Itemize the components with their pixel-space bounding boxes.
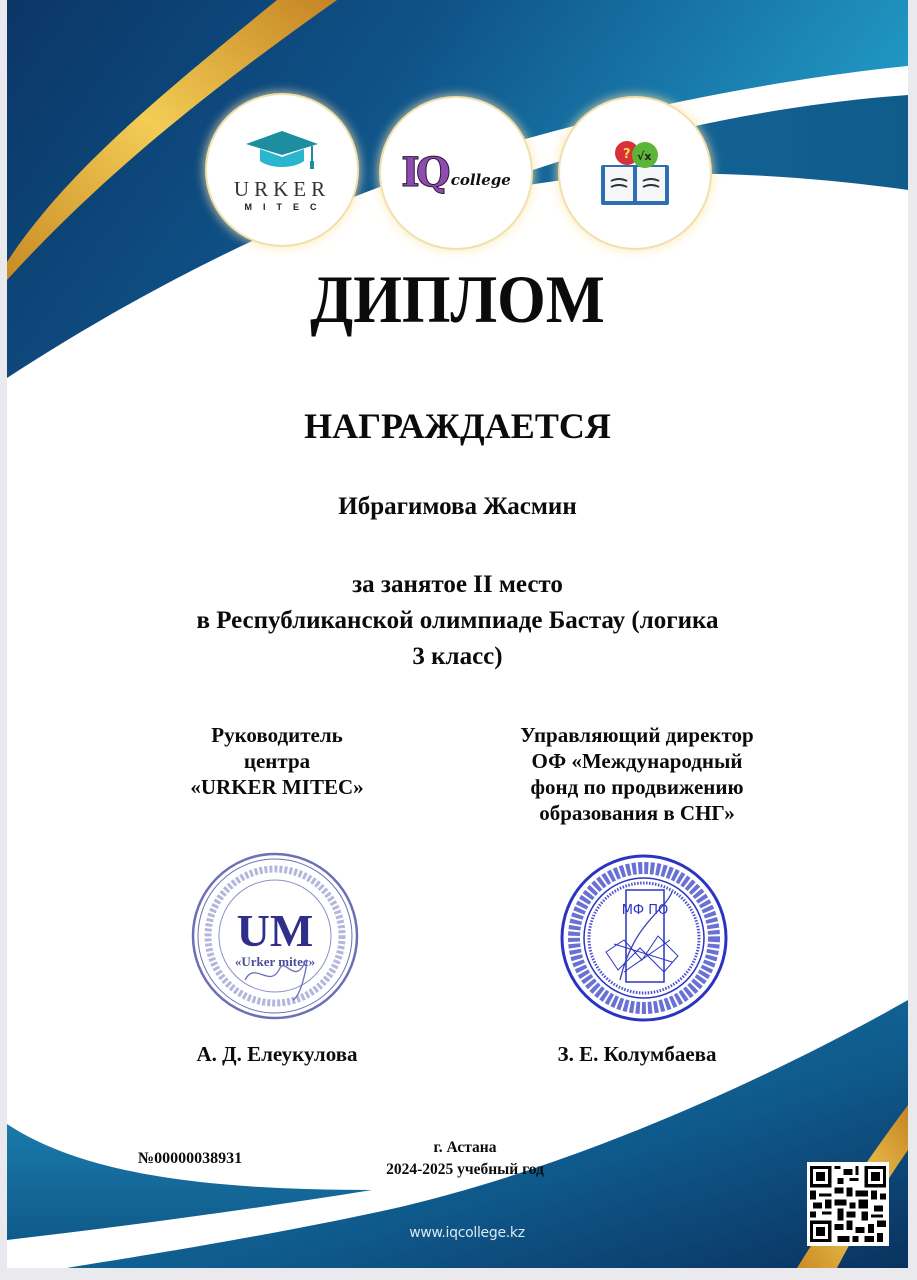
urker-logo-name: URKER — [233, 176, 331, 201]
title-line: центра — [243, 749, 311, 773]
urker-mitec-stamp — [185, 850, 365, 1022]
reason-line: за занятое II место — [352, 571, 563, 598]
title-line: ОФ «Международный — [531, 749, 743, 773]
academic-year: 2024-2025 учебный год — [386, 1161, 544, 1178]
open-book-with-speech-bubbles-icon — [595, 137, 675, 209]
right-signatory-title — [487, 722, 787, 826]
title-line: фонд по продвижению — [530, 775, 744, 799]
stamp-letters: МФ ПО — [621, 903, 669, 918]
awarded-label: НАГРАЖДАЕТСЯ — [304, 406, 611, 446]
diploma-title: ДИПЛОМ — [310, 261, 605, 337]
svg-text:√x: √x — [637, 150, 652, 163]
qr-code[interactable] — [807, 1162, 889, 1246]
urker-mitec-logo — [207, 95, 357, 245]
iq-college-logo — [381, 98, 531, 248]
diploma-page — [7, 0, 908, 1268]
title-line: «URKER MITEC» — [190, 775, 364, 799]
reason-line: 3 класс) — [412, 643, 503, 670]
place-and-year — [340, 1137, 590, 1181]
iq-logo-letters: IQ — [401, 149, 447, 196]
graduation-cap-icon — [244, 129, 320, 173]
olympiad-logo — [560, 98, 710, 248]
serial-number: №00000038931 — [138, 1150, 243, 1167]
qr-code-icon — [810, 1165, 886, 1243]
right-signer-name: З. Е. Колумбаева — [557, 1042, 717, 1066]
mfpo-stamp — [554, 852, 734, 1024]
recipient-name: Ибрагимова Жасмин — [338, 493, 577, 520]
left-signatory-title — [147, 722, 407, 800]
website-link[interactable]: www.iqcollege.kz — [409, 1225, 525, 1241]
stamp-subtext: «Urker mitec» — [234, 954, 316, 969]
title-line: Управляющий директор — [520, 723, 754, 747]
stamp-letters: UM — [236, 905, 314, 956]
award-reason — [7, 567, 908, 675]
left-signer-name: А. Д. Елеукулова — [196, 1042, 358, 1066]
svg-text:?: ? — [623, 147, 631, 162]
reason-line: в Республиканской олимпиаде Бастау (логика — [196, 607, 719, 634]
city: г. Астана — [433, 1139, 497, 1156]
title-line: Руководитель — [211, 723, 343, 747]
title-line: образования в СНГ» — [539, 801, 735, 825]
urker-logo-subname: MITEC — [244, 201, 328, 212]
iq-logo-college: college — [450, 171, 511, 189]
